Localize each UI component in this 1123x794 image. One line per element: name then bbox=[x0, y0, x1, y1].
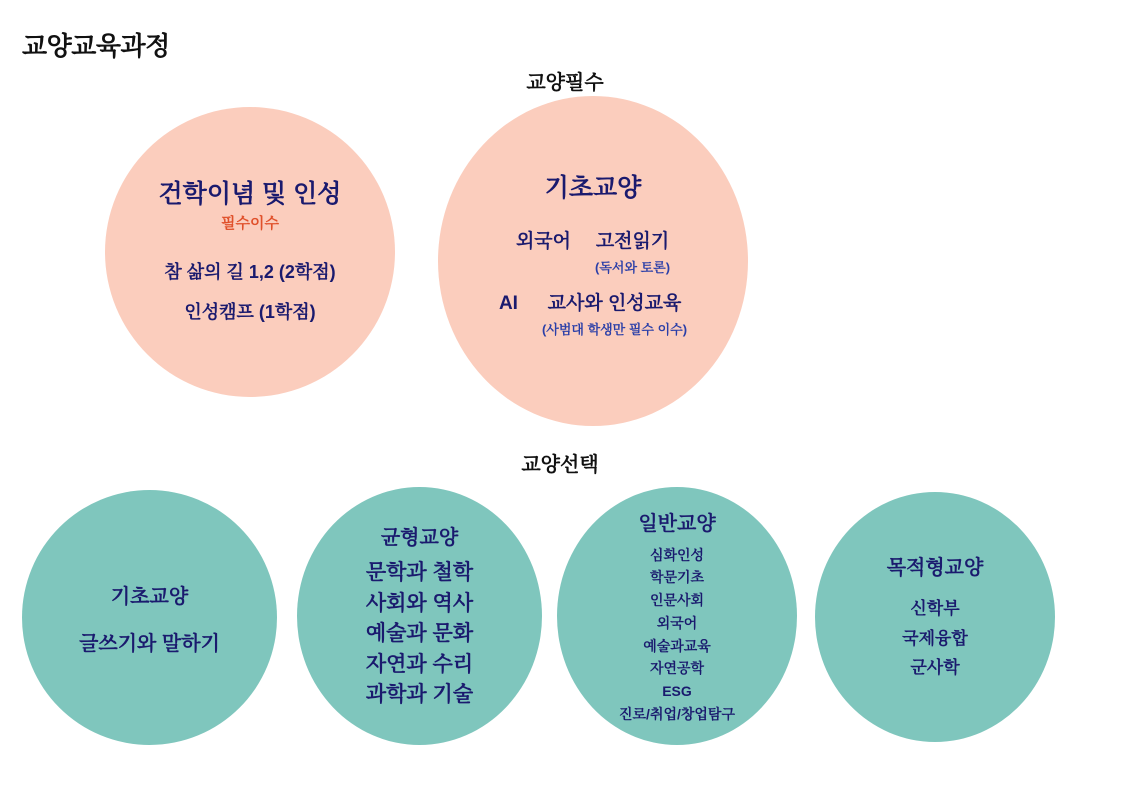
circle-item: 예술과 문화 bbox=[365, 622, 474, 646]
circle-item: ESG bbox=[662, 682, 692, 699]
circle-item: 학문기초 bbox=[649, 569, 705, 586]
circle-basic-liberal-arts-elective bbox=[22, 490, 277, 745]
circle-title: 기초교양 bbox=[544, 174, 642, 203]
circle-title: 기초교양 bbox=[110, 585, 189, 608]
circle-item: 문학과 철학 bbox=[365, 561, 474, 585]
section-label-elective: 교양선택 bbox=[521, 454, 599, 476]
circle-item-note: (독서와 토론) bbox=[595, 260, 671, 275]
circle-item: 인문사회 bbox=[649, 592, 705, 609]
circle-item: 외국어 bbox=[656, 614, 698, 631]
circle-item: 사회와 역사 bbox=[365, 591, 474, 615]
circle-purpose-liberal-arts bbox=[815, 492, 1055, 742]
circle-founding-philosophy bbox=[105, 107, 395, 397]
circle-subtitle: 필수이수 bbox=[221, 214, 279, 232]
circle-cell bbox=[499, 292, 518, 316]
circle-item: 신학부 bbox=[910, 598, 960, 618]
circle-item: 군사학 bbox=[910, 658, 960, 678]
section-label-required: 교양필수 bbox=[526, 72, 604, 94]
circle-row-item: 참 삶의 길 1,2 (2학점) bbox=[164, 261, 336, 282]
circle-item-label: AI bbox=[498, 293, 518, 314]
circle-row bbox=[516, 230, 670, 276]
page-title: 교양교육과정 bbox=[22, 31, 170, 61]
circle-item: 국제융합 bbox=[902, 628, 968, 648]
circle-title: 일반교양 bbox=[638, 512, 716, 535]
circle-item: 심화인성 bbox=[649, 546, 705, 563]
circle-general-liberal-arts bbox=[557, 487, 797, 745]
circle-title: 건학이념 및 인성 bbox=[158, 179, 342, 208]
circle-cell bbox=[542, 292, 687, 338]
circle-item-label: 교사와 인성교육 bbox=[547, 293, 682, 314]
circle-balanced-liberal-arts bbox=[297, 487, 542, 745]
circle-title: 균형교양 bbox=[380, 527, 459, 550]
circle-title: 목적형교양 bbox=[886, 556, 984, 579]
circle-row-item: 인성캠프 (1학점) bbox=[184, 301, 316, 322]
circle-item: 자연과 수리 bbox=[365, 652, 474, 676]
circle-row bbox=[499, 292, 687, 338]
circle-item: 글쓰기와 말하기 bbox=[79, 632, 220, 655]
circle-cell bbox=[516, 230, 571, 254]
circle-item-label: 고전읽기 bbox=[595, 231, 670, 253]
circle-item: 진로/취업/창업탐구 bbox=[619, 705, 735, 722]
circle-item-note: (사범대 학생만 필수 이수) bbox=[541, 321, 688, 337]
circle-basic-liberal-arts-required bbox=[438, 96, 748, 426]
circle-item: 과학과 기술 bbox=[365, 683, 474, 707]
circle-cell bbox=[595, 230, 670, 276]
circle-item-label: 외국어 bbox=[515, 231, 571, 253]
circle-item: 자연공학 bbox=[649, 660, 705, 677]
circle-item: 예술과교육 bbox=[643, 637, 711, 654]
